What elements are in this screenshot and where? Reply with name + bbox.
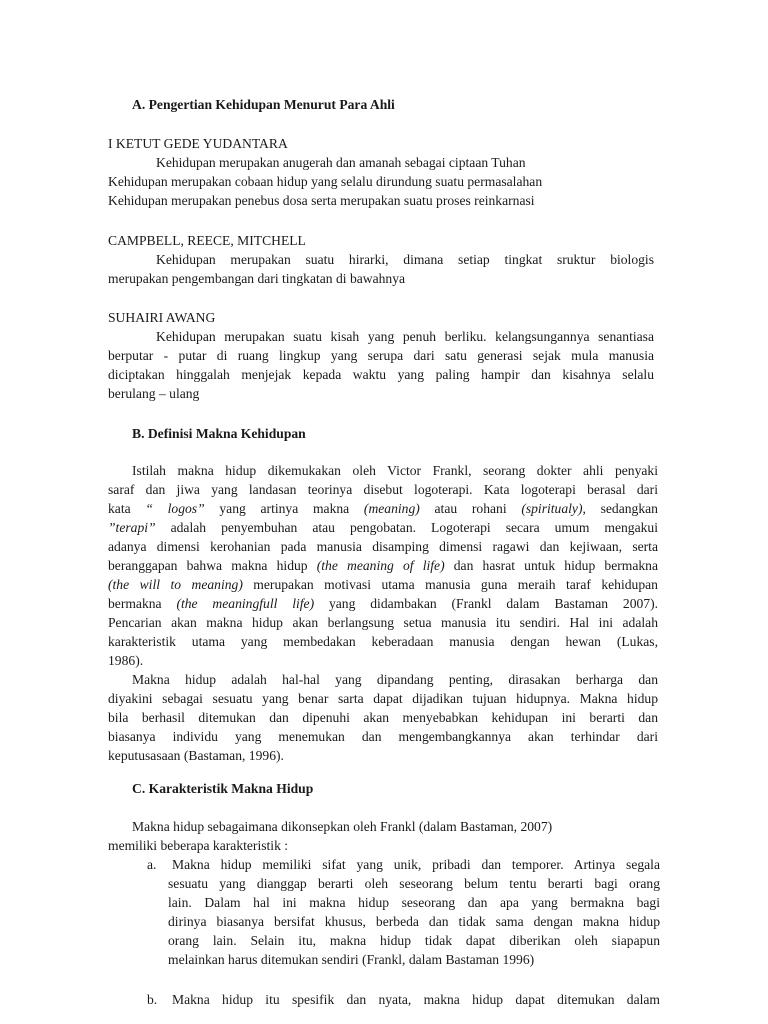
list-item-line: sesuatu yang dianggap berarti oleh seseorang belum tentu berarti bagi orang	[168, 876, 660, 891]
text-line: keputusasaan (Bastaman, 1996).	[108, 748, 284, 763]
text-line: berulang – ulang	[108, 386, 200, 401]
text-line: Makna hidup sebagaimana dikonsepkan oleh Frankl (dalam Bastaman, 2007)	[132, 819, 553, 834]
text-line: diyakini sebagai sesuatu yang benar sarta dapat dijadikan tujuan hidupnya. Makna hidup	[108, 691, 658, 706]
text-line: saraf dan jiwa yang landasan teorinya disebut logoterapi. Kata logoterapi berasal dari	[108, 482, 658, 497]
section-c-heading: C. Karakteristik Makna Hidup	[132, 781, 314, 796]
section-a-heading: A. Pengertian Kehidupan Menurut Para Ahli	[132, 97, 395, 112]
list-item-line: Makna hidup itu spesifik dan nyata, makna hidup dapat ditemukan dalam	[172, 992, 660, 1007]
text-line: kata “ logos” yang artinya makna (meaning) atau rohani (spiritualy), sedangkan	[108, 501, 658, 516]
text-line: karakteristik utama yang membedakan keberadaan manusia dengan hewan (Lukas,	[108, 634, 658, 649]
text-line: bila berhasil ditemukan dan dipenuhi akan menyebabkan kehidupan ini berarti dan	[108, 710, 658, 725]
list-item-line: dirinya biasanya bersifat khusus, berbeda dan tidak sama dengan makna hidup	[168, 914, 660, 929]
list-label-a: a.	[147, 857, 157, 872]
author-name: I KETUT GEDE YUDANTARA	[108, 136, 288, 151]
text-line: Kehidupan merupakan suatu kisah yang penuh berliku. kelangsungannya senantiasa	[156, 329, 654, 344]
text-line: bermakna (the meaningfull life) yang didambakan (Frankl dalam Bastaman 2007).	[108, 596, 659, 611]
text-line: diciptakan hinggalah menjejak kepada waktu yang paling hampir dan kisahnya selalu	[108, 367, 654, 382]
text-line: adanya dimensi kerohanian pada manusia disamping dimensi ragawi dan kejiwaan, serta	[108, 539, 658, 554]
list-item-line: Makna hidup memiliki sifat yang unik, pribadi dan temporer. Artinya segala	[172, 857, 660, 872]
text-line: ”terapi” adalah penyembuhan atau pengobatan. Logoterapi secara umum mengakui	[108, 520, 658, 535]
author-name: CAMPBELL, REECE, MITCHELL	[108, 233, 306, 248]
text-line: biasanya individu yang menemukan dan mengembangkannya akan terhindar dari	[108, 729, 658, 744]
list-label-b: b.	[147, 992, 158, 1007]
text-line: (the will to meaning) merupakan motivasi utama manusia guna meraih taraf kehidupan	[108, 577, 658, 592]
text-line: Kehidupan merupakan cobaan hidup yang selalu dirundung suatu permasalahan	[108, 174, 543, 189]
text-line: 1986).	[108, 653, 144, 668]
list-item-line: lain. Dalam hal ini makna hidup seseorang dan apa yang bermakna bagi	[168, 895, 660, 910]
text-line: Kehidupan merupakan penebus dosa serta merupakan suatu proses reinkarnasi	[108, 193, 535, 208]
text-line: berputar - putar di ruang lingkup yang serupa dari satu generasi sejak mula manusia	[108, 348, 654, 363]
text-line: beranggapan bahwa makna hidup (the meaning of life) dan hasrat untuk hidup bermakna	[108, 558, 658, 573]
text-line: Makna hidup adalah hal-hal yang dipandang penting, dirasakan berharga dan	[132, 672, 658, 687]
author-name: SUHAIRI AWANG	[108, 310, 216, 325]
list-item-line: melainkan harus ditemukan sendiri (Frankl, dalam Bastaman 1996)	[168, 952, 535, 967]
text-line: Kehidupan merupakan anugerah dan amanah sebagai ciptaan Tuhan	[156, 155, 526, 170]
text-line: Kehidupan merupakan suatu hirarki, dimana setiap tingkat sruktur biologis	[156, 252, 654, 267]
text-line: memiliki beberapa karakteristik :	[108, 838, 289, 853]
text-line: merupakan pengembangan dari tingkatan di bawahnya	[108, 271, 406, 286]
list-item-line: orang lain. Selain itu, makna hidup tidak dapat diberikan oleh siapapun	[168, 933, 660, 948]
text-line: Istilah makna hidup dikemukakan oleh Victor Frankl, seorang dokter ahli penyaki	[132, 463, 658, 478]
section-b-heading: B. Definisi Makna Kehidupan	[132, 426, 306, 441]
text-line: Pencarian akan makna hidup akan berlangsung setua manusia itu sendiri. Hal ini adalah	[108, 615, 658, 630]
